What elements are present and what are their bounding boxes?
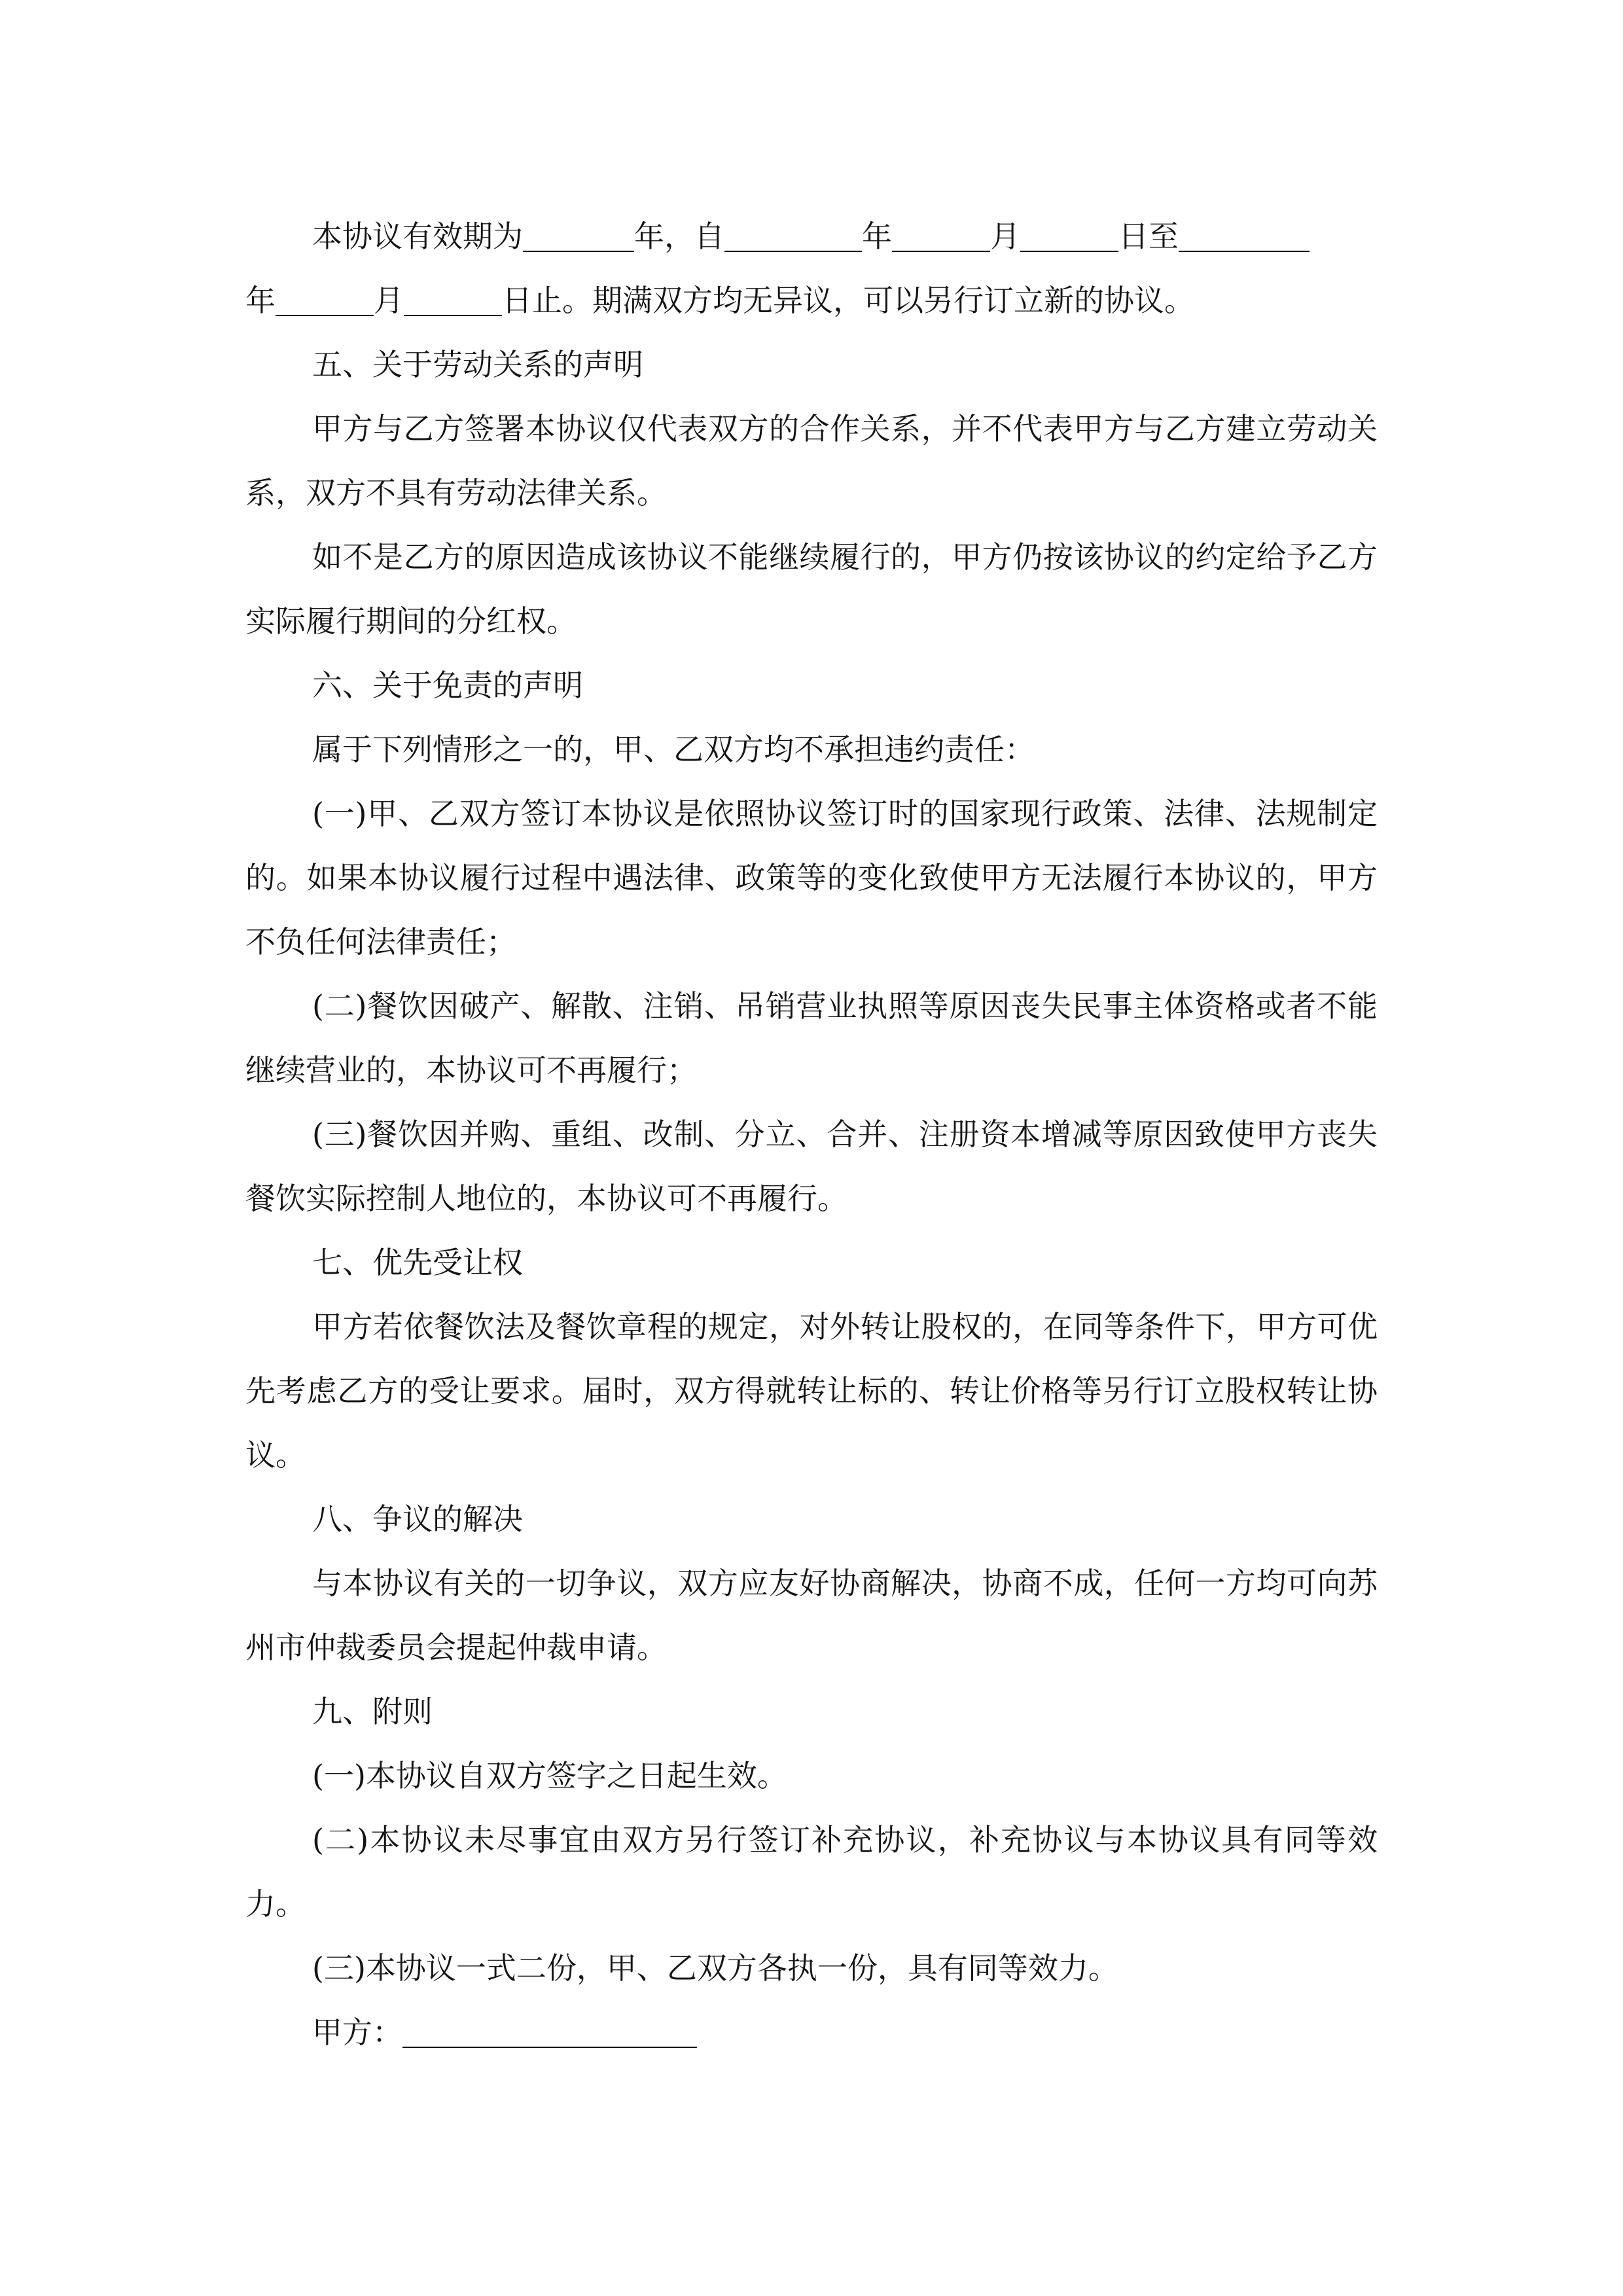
- document-body: [245, 204, 1378, 2064]
- section-heading: 九、附则: [312, 1694, 433, 1729]
- paragraph: (三)餐饮因并购、重组、改制、分立、合并、注册资本增减等原因致使甲方丧失餐饮实际控制人地位的，本协议可不再履行。: [245, 1117, 1378, 1216]
- signature-line: [245, 2000, 1378, 2064]
- paragraph: (一)甲、乙双方签订本协议是依照协议签订时的国家现行政策、法律、法规制定的。如果本协议履行过程中遇法律、政策等的变化致使甲方无法履行本协议的，甲方不负任何法律责任；: [245, 796, 1378, 960]
- term-text: 本协议有效期为: [312, 219, 523, 254]
- term-text: 日止。期满双方均无异议，可以另行订立新的协议。: [502, 283, 1194, 318]
- term-line-2: [245, 268, 1378, 332]
- section-heading: 五、关于劳动关系的声明: [312, 347, 643, 382]
- blank-end-day: [404, 285, 502, 316]
- paragraph: (二)餐饮因破产、解散、注销、吊销营业执照等原因丧失民事主体资格或者不能继续营业的，本协议可不再履行；: [245, 988, 1378, 1088]
- paragraph: (一)本协议自双方签字之日起生效。: [312, 1758, 787, 1793]
- term-text: 年: [245, 283, 276, 318]
- paragraph: 属于下列情形之一的，甲、乙双方均不承担违约责任：: [312, 732, 1035, 767]
- party-a-signature-blank: [402, 2017, 697, 2048]
- section-heading: 七、优先受让权: [312, 1245, 523, 1280]
- term-text: 日至: [1118, 219, 1179, 254]
- paragraph: (三)本协议一式二份，甲、乙双方各执一份，具有同等效力。: [312, 1950, 1118, 1986]
- term-line-1: [245, 204, 1378, 268]
- term-text: 月: [990, 219, 1020, 254]
- blank-start-year: [724, 221, 862, 252]
- blank-end-year: [1179, 221, 1310, 252]
- party-a-label: 甲方：: [312, 2015, 402, 2050]
- blank-start-month: [892, 221, 990, 252]
- paragraph: 如不是乙方的原因造成该协议不能继续履行的，甲方仍按该协议的约定给予乙方实际履行期间的分红权。: [245, 539, 1378, 639]
- paragraph: 与本协议有关的一切争议，双方应友好协商解决，协商不成，任何一方均可向苏州市仲裁委员会提起仲裁申请。: [245, 1566, 1378, 1665]
- term-text: 年: [862, 219, 892, 254]
- section-heading: 八、争议的解决: [312, 1501, 523, 1537]
- term-text: 月: [374, 283, 404, 318]
- paragraph: (二)本协议未尽事宜由双方另行签订补充协议，补充协议与本协议具有同等效力。: [245, 1822, 1378, 1922]
- blank-end-month: [276, 285, 374, 316]
- blank-years: [523, 221, 634, 252]
- section-heading: 六、关于免责的声明: [312, 668, 583, 703]
- paragraph: 甲方与乙方签署本协议仅代表双方的合作关系，并不代表甲方与乙方建立劳动关系，双方不具有劳动法律关系。: [245, 411, 1378, 511]
- paragraph: 甲方若依餐饮法及餐饮章程的规定，对外转让股权的，在同等条件下，甲方可优先考虑乙方的受让要求。届时，双方得就转让标的、转让价格等另行订立股权转让协议。: [245, 1309, 1378, 1473]
- blank-start-day: [1020, 221, 1118, 252]
- term-text: 年，自: [634, 219, 724, 254]
